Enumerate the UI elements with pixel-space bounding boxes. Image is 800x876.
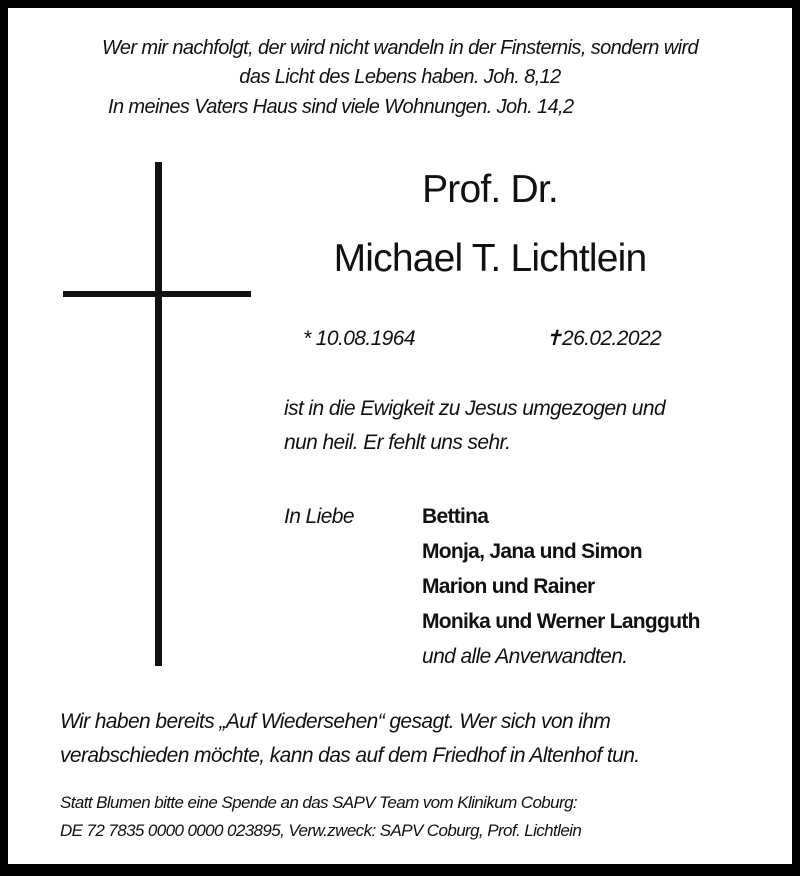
deceased-name: Michael T. Lichtlein — [333, 237, 647, 280]
obituary-notice — [8, 8, 792, 864]
cross-icon-bar — [63, 291, 251, 297]
mourner-name: Monja, Jana und Simon — [422, 540, 642, 563]
verse-line-3: In meines Vaters Haus sind viele Wohnungen. Joh. 14,2 — [108, 96, 574, 118]
deceased-title: Prof. Dr. — [422, 168, 558, 211]
mourners-intro: In Liebe — [284, 505, 354, 528]
message-line-2: nun heil. Er fehlt uns sehr. — [284, 431, 511, 454]
mourners-closing: und alle Anverwandten. — [422, 645, 628, 668]
mourner-name: Monika und Werner Langguth — [422, 610, 700, 633]
mourner-name: Bettina — [422, 505, 489, 528]
farewell-line-2: verabschieden möchte, kann das auf dem Friedhof in Altenhof tun. — [60, 744, 640, 767]
donation-line-1: Statt Blumen bitte eine Spende an das SAPV Team vom Klinikum Coburg: — [60, 793, 578, 812]
verse-line-2: das Licht des Lebens haben. Joh. 8,12 — [239, 66, 561, 88]
farewell-line-1: Wir haben bereits „Auf Wiedersehen“ gesagt. Wer sich von ihm — [60, 710, 611, 733]
verse-line-1: Wer mir nachfolgt, der wird nicht wandeln in der Finsternis, sondern wird — [101, 37, 699, 59]
mourner-name: Marion und Rainer — [422, 575, 595, 598]
donation-line-2: DE 72 7835 0000 0000 023895, Verw.zweck: SAPV Coburg, Prof. Lichtlein — [60, 821, 582, 840]
death-date: ✝26.02.2022 — [545, 327, 662, 350]
cross-icon — [155, 162, 162, 666]
birth-date: * 10.08.1964 — [303, 327, 415, 350]
message-line-1: ist in die Ewigkeit zu Jesus umgezogen und — [284, 397, 666, 420]
